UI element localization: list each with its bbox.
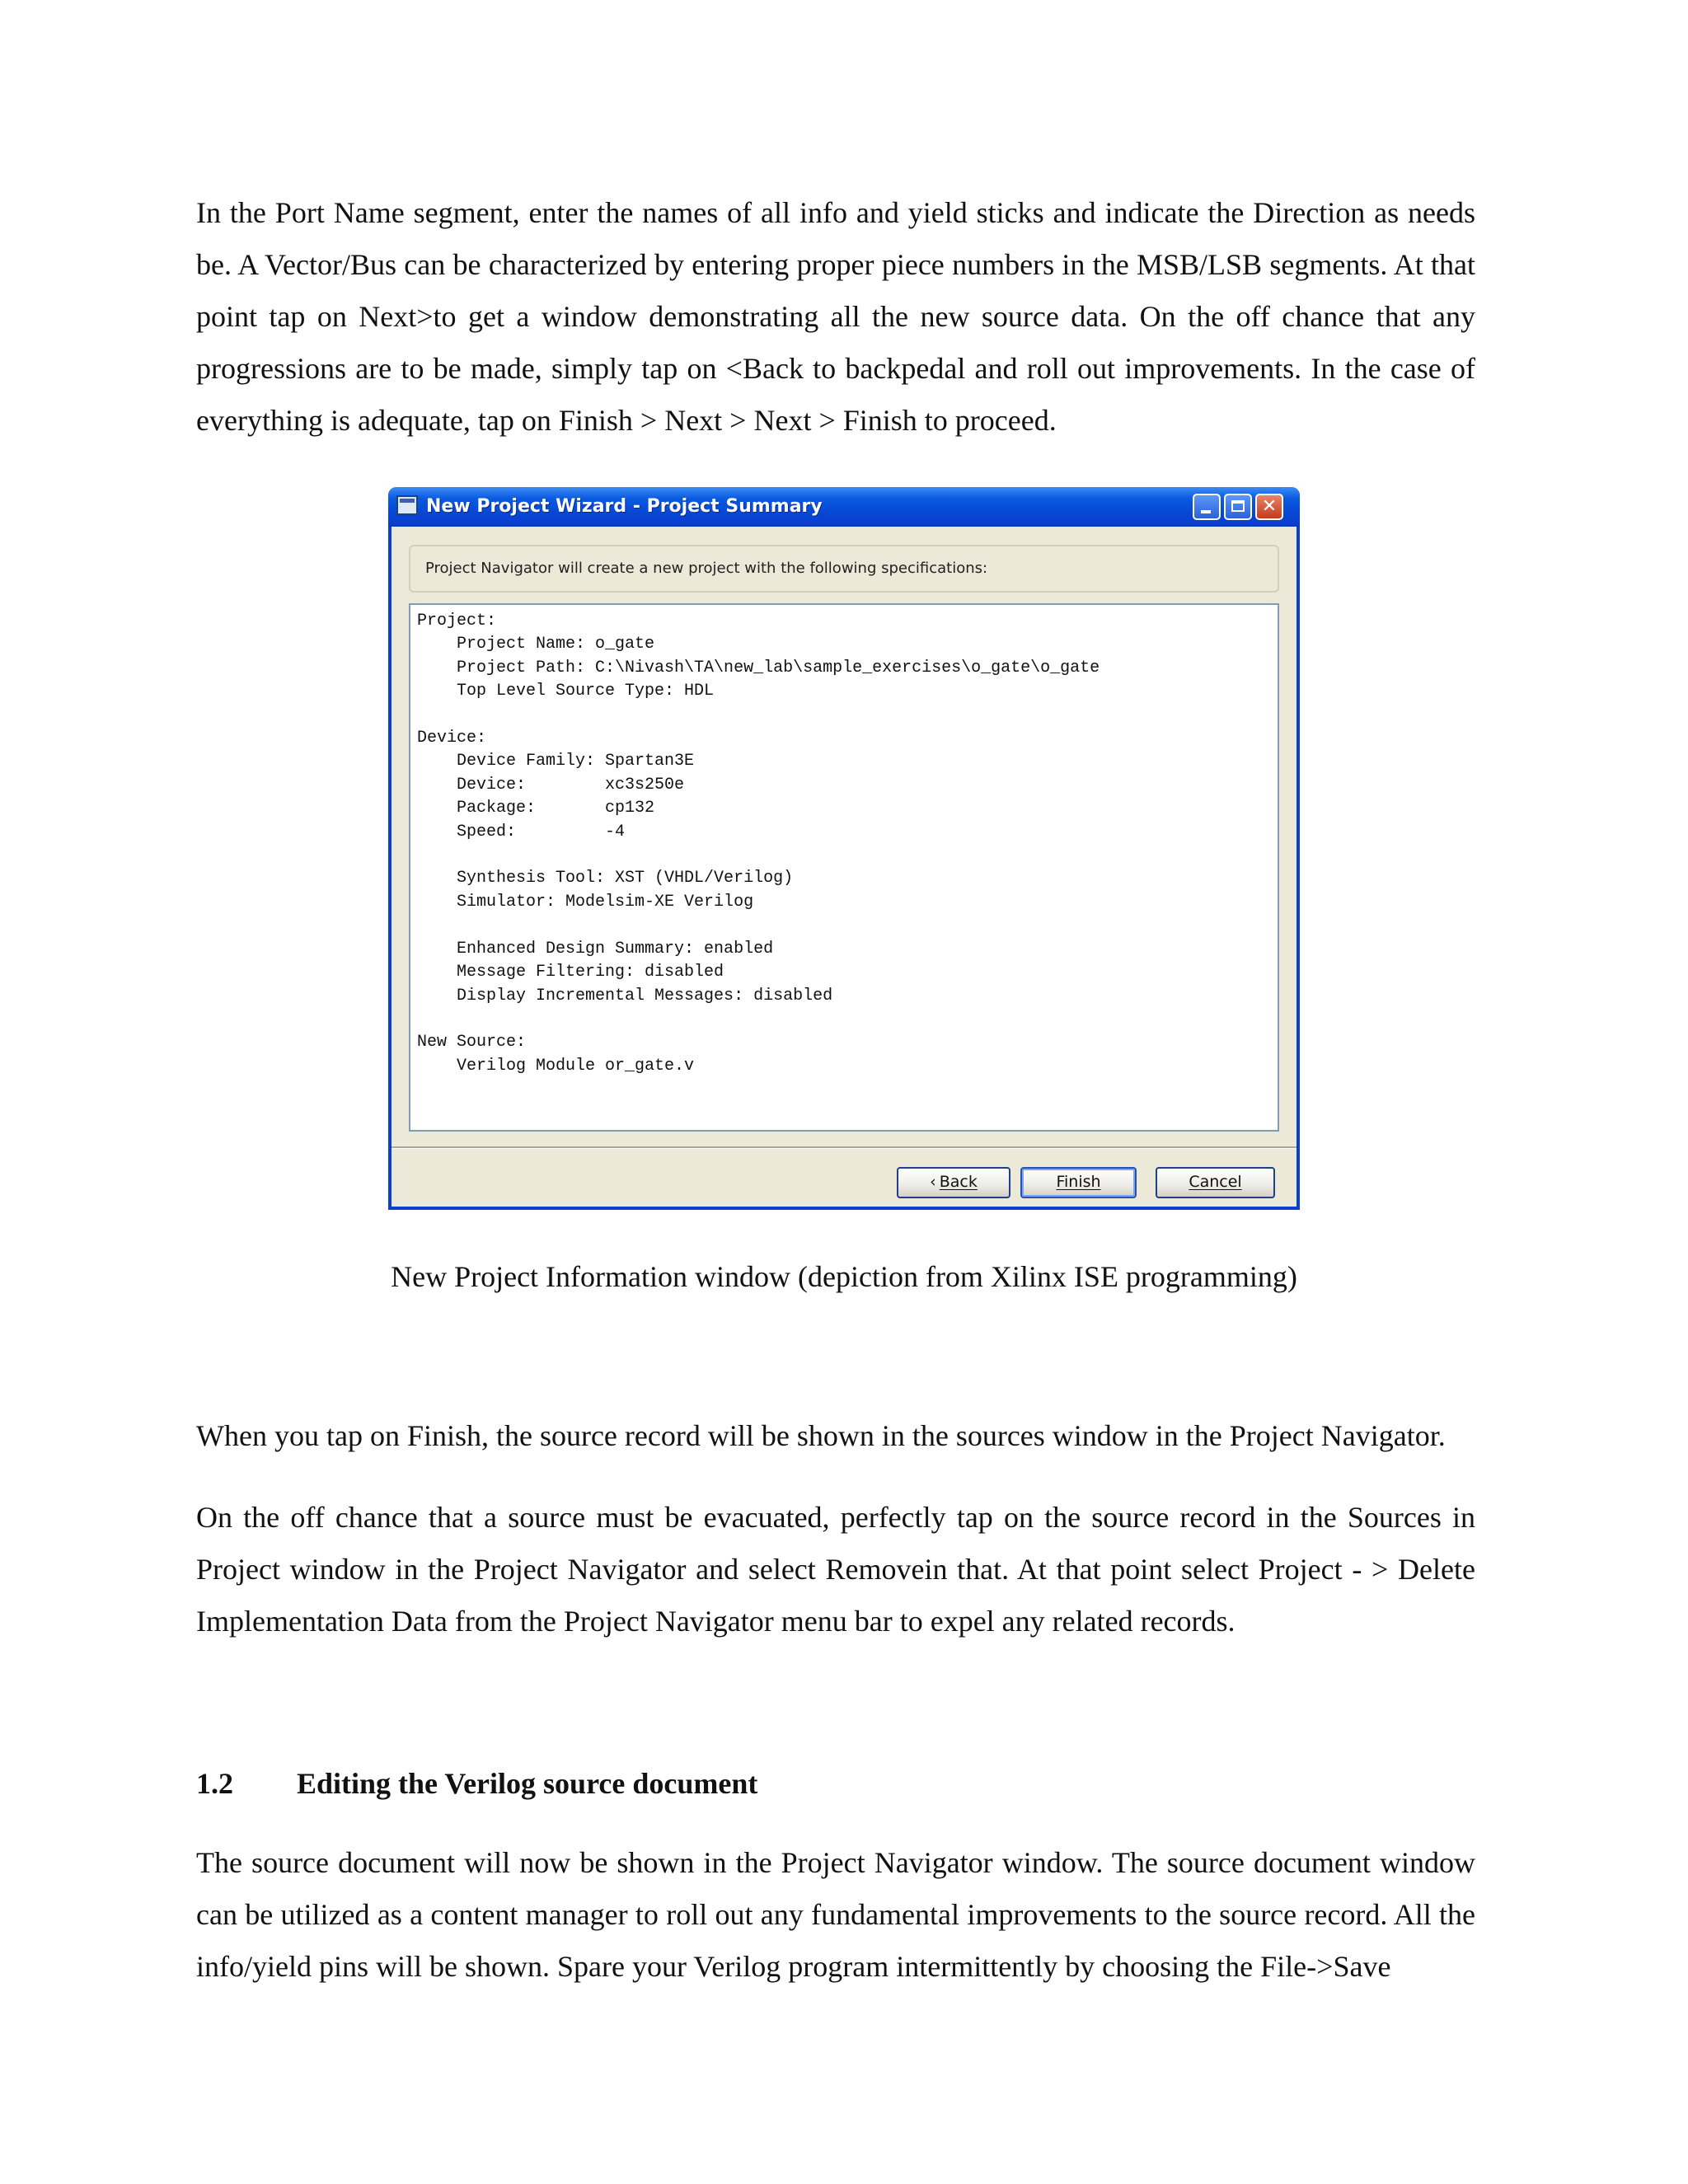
close-icon[interactable]: ✕ <box>1255 494 1283 520</box>
project-summary-dialog <box>388 487 1300 1210</box>
maximize-button[interactable] <box>1224 494 1252 520</box>
back-button-label: Back <box>939 1173 978 1191</box>
footer-divider <box>392 1146 1296 1149</box>
cancel-button[interactable]: Cancel <box>1156 1167 1275 1198</box>
dialog-title: New Project Wizard - Project Summary <box>426 496 823 517</box>
wizard-info-text: Project Navigator will create a new project with the following specifications: <box>409 545 1279 593</box>
section-heading <box>196 1758 757 1810</box>
project-summary-text[interactable]: Project: Project Name: o_gate Project Path: C:\Nivash\TA\new_lab\sample_exercises\o_gate\o_gate Top Level Source Type: HDL Device: Device Family: Spartan3E Device: xc3s250e Package: cp132 Speed: -4 Synthesis Tool: XST (VHDL/Verilog) Simulator: Modelsim-XE Verilog Enhanced Design Summary: enabled Message Filtering: disabled Display Incremental Messages: disabled New Source: Verilog Module or_gate.v <box>409 603 1279 1132</box>
minimize-button[interactable] <box>1193 494 1221 520</box>
finish-button[interactable]: Finish <box>1020 1167 1137 1198</box>
section-number: 1.2 <box>196 1767 233 1800</box>
section-title: Editing the Verilog source document <box>297 1767 758 1800</box>
chevron-left-icon: ‹ <box>930 1173 936 1191</box>
remove-source-paragraph: On the off chance that a source must be evacuated, perfectly tap on the source record in the Sources in Project window in the Project Navigator and select Removein that. At that point select Project - > Delete Implementation Data from the Project Navigator menu bar to expel any related records. <box>196 1501 1475 1638</box>
editing-paragraph: The source document will now be shown in the Project Navigator window. The source document window can be utilized as a content manager to roll out any fundamental improvements to the source record. All the info/yield pins will be shown. Spare your Verilog program intermittently by choosing the File->Save <box>196 1846 1475 1983</box>
figure-caption: New Project Information window (depiction from Xilinx ISE programming) <box>391 1260 1297 1293</box>
back-button[interactable] <box>897 1167 1010 1198</box>
intro-paragraph: In the Port Name segment, enter the names of all info and yield sticks and indicate the Direction as needs be. A Vector/Bus can be characterized by entering proper piece numbers in the MSB/LSB segments. At that point tap on Next>to get a window demonstrating all the new source data. On the off chance that any progressions are to be made, simply tap on <Back to backpedal and roll out improvements. In the case of everything is adequate, tap on Finish > Next > Next > Finish to proceed. <box>196 196 1475 437</box>
dialog-titlebar[interactable] <box>388 487 1300 527</box>
app-icon <box>396 495 418 515</box>
finish-paragraph: When you tap on Finish, the source record will be shown in the sources window in the Project Navigator. <box>196 1419 1446 1452</box>
